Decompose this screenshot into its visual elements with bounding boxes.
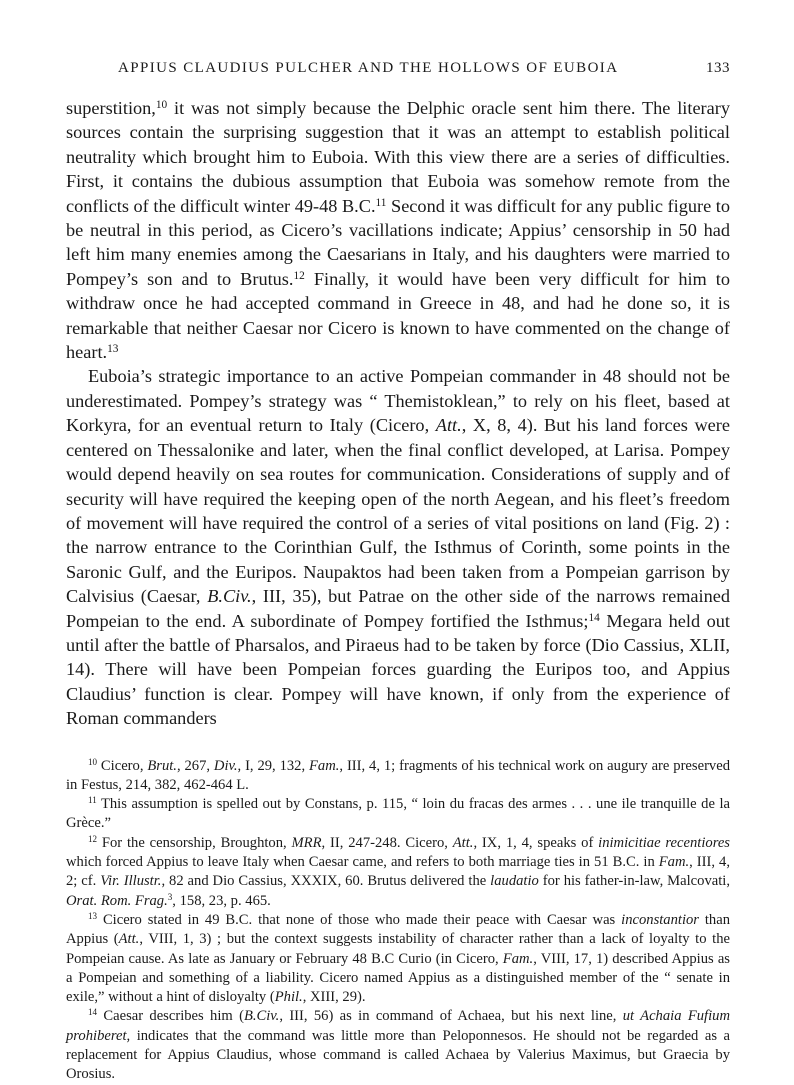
footnote-ref: 12 xyxy=(293,269,305,282)
citation-title: Att. xyxy=(118,931,140,948)
citation-title: Brut. xyxy=(147,757,177,774)
citation-title: Fam. xyxy=(658,854,690,871)
footnote-10 xyxy=(66,757,730,796)
era-abbreviation: B.C. xyxy=(225,911,253,928)
text-run: For the censorship, Broughton, xyxy=(97,834,292,851)
citation-title: B.Civ. xyxy=(207,586,252,607)
text-run: Curio (in Cicero, xyxy=(394,950,503,967)
text-run: it was not simply because the Delphic oracle sent him there. The literary sources contain the surprising suggestion that it was an attempt to establish political neutrality which brought him to Euboia. With this view there are a series of difficulties. First, it contains the dubious assumption that Euboia was somehow remote from the conflicts of the difficult winter 49-48 xyxy=(66,98,730,216)
text-run: Cicero, xyxy=(97,757,148,774)
text-run: , III, 4, 2; cf. xyxy=(66,854,730,890)
footnote-11 xyxy=(66,795,730,834)
citation-title: Div. xyxy=(213,757,238,774)
text-run: Megara held out until after the battle of Pharsalos, and Piraeus had to be taken by force (Dio Cassius, XLII, 14). There will have been Pompeian forces guarding the Euripos too, and Appius Claudius’ function is clear. Pompey will have known, if only from the experience of Roman commanders xyxy=(66,610,730,729)
footnote-number: 10 xyxy=(88,756,98,767)
running-title: APPIUS CLAUDIUS PULCHER AND THE HOLLOWS OF EUBOIA xyxy=(118,60,619,76)
era-abbreviation: B.C xyxy=(371,950,395,967)
footnote-ref: 10 xyxy=(155,98,168,111)
text-run: , III, 4, 1; fragments of his technical work on augury are preserved in Festus, 214, 382, 462-464 L. xyxy=(66,757,730,793)
text-run: for his father-in-law, Malcovati, xyxy=(538,873,730,890)
running-head xyxy=(66,60,730,86)
text-run: , III, 35), but Patrae on the other side of the narrows remained Pompeian to the end. A subordinate of Pompey fortified the Isthmus; xyxy=(66,586,731,631)
text-run: , II, 247-248. Cicero, xyxy=(321,834,453,851)
text-run: , III, 56) as in command of Achaea, but his next line, xyxy=(279,1008,623,1025)
text-run: in xyxy=(639,854,659,871)
citation-title: Fam. xyxy=(309,757,340,774)
latin-phrase: inconstantior xyxy=(621,911,699,928)
era-abbreviation: B.C. xyxy=(341,195,376,216)
text-run: indicates that the command was little more than Peloponnesos. He should not be regarded as a replacement for Appius Claudius, whose command is called Achaea by Valerius Maximus, but Graecia by Orosius. xyxy=(66,1027,730,1083)
text-run: , X, 8, 4). But his land forces were centered on Thessalonike and later, when the final conflict developed, at Larisa. Pompey would depend heavily on sea routes for communication. Considerations of supply and of security will have required the keeping open of the north Aegean, and his fleet’s freedom of movement will have required the control of a series of vital positions on land (Fig. 2) : the narrow entrance to the Corinthian Gulf, the Isthmus of Corinth, some points in the Saronic Gulf, and the Euripos. Naupaktos had been taken from a Pompeian garrison by Calvisius (Caesar, xyxy=(66,415,730,607)
paragraph-2 xyxy=(66,364,730,730)
text-run: This assumption is spelled out by Constans, p. 115, “ loin du fracas des armes . . . une ile tranquille de la Grèce.” xyxy=(66,796,730,832)
citation-title: Phil. xyxy=(274,989,303,1006)
text-run: Euboia’s strategic importance to an active Pompeian commander in 48 should not be underestimated. Pompey’s strategy was “ Themistoklean,” to rely on his fleet, based at Korkyra, for an eventual return to Italy (Cicero, xyxy=(66,366,730,436)
footnotes xyxy=(66,757,730,1085)
text-run: , XIII, 29). xyxy=(302,989,366,1006)
text-run: , I, 29, 132, xyxy=(237,757,310,774)
edition-number: 3 xyxy=(167,891,173,902)
citation-title: Orat. Rom. Frag. xyxy=(66,892,168,909)
footnote-number: 12 xyxy=(88,833,98,844)
text-run: which forced Appius to leave Italy when Caesar came, and refers to both marriage ties in 51 xyxy=(66,854,613,871)
text-run: Caesar describes him ( xyxy=(97,1008,244,1025)
text-run: than Appius ( xyxy=(66,911,731,948)
paragraph-1 xyxy=(66,96,730,364)
text-run: Second it was difficult for any public figure to be neutral in this period, as Cicero’s vacillations indicate; Appius’ censorship in 50 had left him many enemies among the Caesarians in Italy, and his daughters were married to Pompey’s son and to Brutus. xyxy=(66,195,731,289)
page xyxy=(66,60,730,1085)
footnote-ref: 14 xyxy=(588,611,600,624)
footnote-14 xyxy=(66,1007,730,1084)
citation-title: Att. xyxy=(452,834,474,851)
citation-title: Vir. Illustr. xyxy=(100,873,162,890)
page-number: 133 xyxy=(706,60,730,76)
text-run: , VIII, 1, 3) ; but the context suggests instability of character rather than a lack of loyalty to the Pompeian cause. As late as January or February 48 xyxy=(66,931,730,967)
latin-phrase: inimicitiae recentiores xyxy=(598,834,730,851)
text-run: Finally, it would have been very difficult for him to withdraw once he had accepted command in Greece in 48, and had he done so, it is remarkable that neither Caesar nor Cicero is known to have commented on the change of heart. xyxy=(66,268,730,363)
text-run: , 82 and Dio Cassius, XXXIX, 60. Brutus delivered the xyxy=(161,873,491,890)
footnote-number: 11 xyxy=(88,795,97,806)
citation-title: MRR xyxy=(291,834,322,851)
text-run: , 158, 23, p. 465. xyxy=(172,892,271,909)
text-run: Cicero stated in 49 xyxy=(97,911,226,928)
text-run: superstition, xyxy=(66,98,156,118)
citation-title: B.Civ. xyxy=(243,1008,280,1025)
latin-phrase: laudatio xyxy=(490,873,539,890)
latin-phrase: ut Achaia Fufium prohiberet, xyxy=(66,1008,730,1044)
text-run: that none of those who made their peace with Caesar was xyxy=(252,911,622,928)
footnote-ref: 11 xyxy=(375,196,387,209)
text-run: , VIII, 17, 1) described Appius as a Pompeian and something of a liability. Cicero named Appius as a distinguished member of the “ senate in exile,” without a hint of disloyalty ( xyxy=(66,950,730,1006)
citation-title: Fam. xyxy=(502,950,534,967)
era-abbreviation: B.C. xyxy=(612,854,640,871)
footnote-number: 14 xyxy=(88,1007,98,1018)
footnote-12 xyxy=(66,834,730,911)
body-text xyxy=(66,96,730,731)
footnote-ref: 13 xyxy=(107,342,119,355)
footnote-13 xyxy=(66,911,730,1007)
citation-title: Att. xyxy=(435,415,462,436)
text-run: , 267, xyxy=(176,757,214,774)
footnote-number: 13 xyxy=(88,910,98,921)
text-run: , IX, 1, 4, speaks of xyxy=(473,834,599,851)
